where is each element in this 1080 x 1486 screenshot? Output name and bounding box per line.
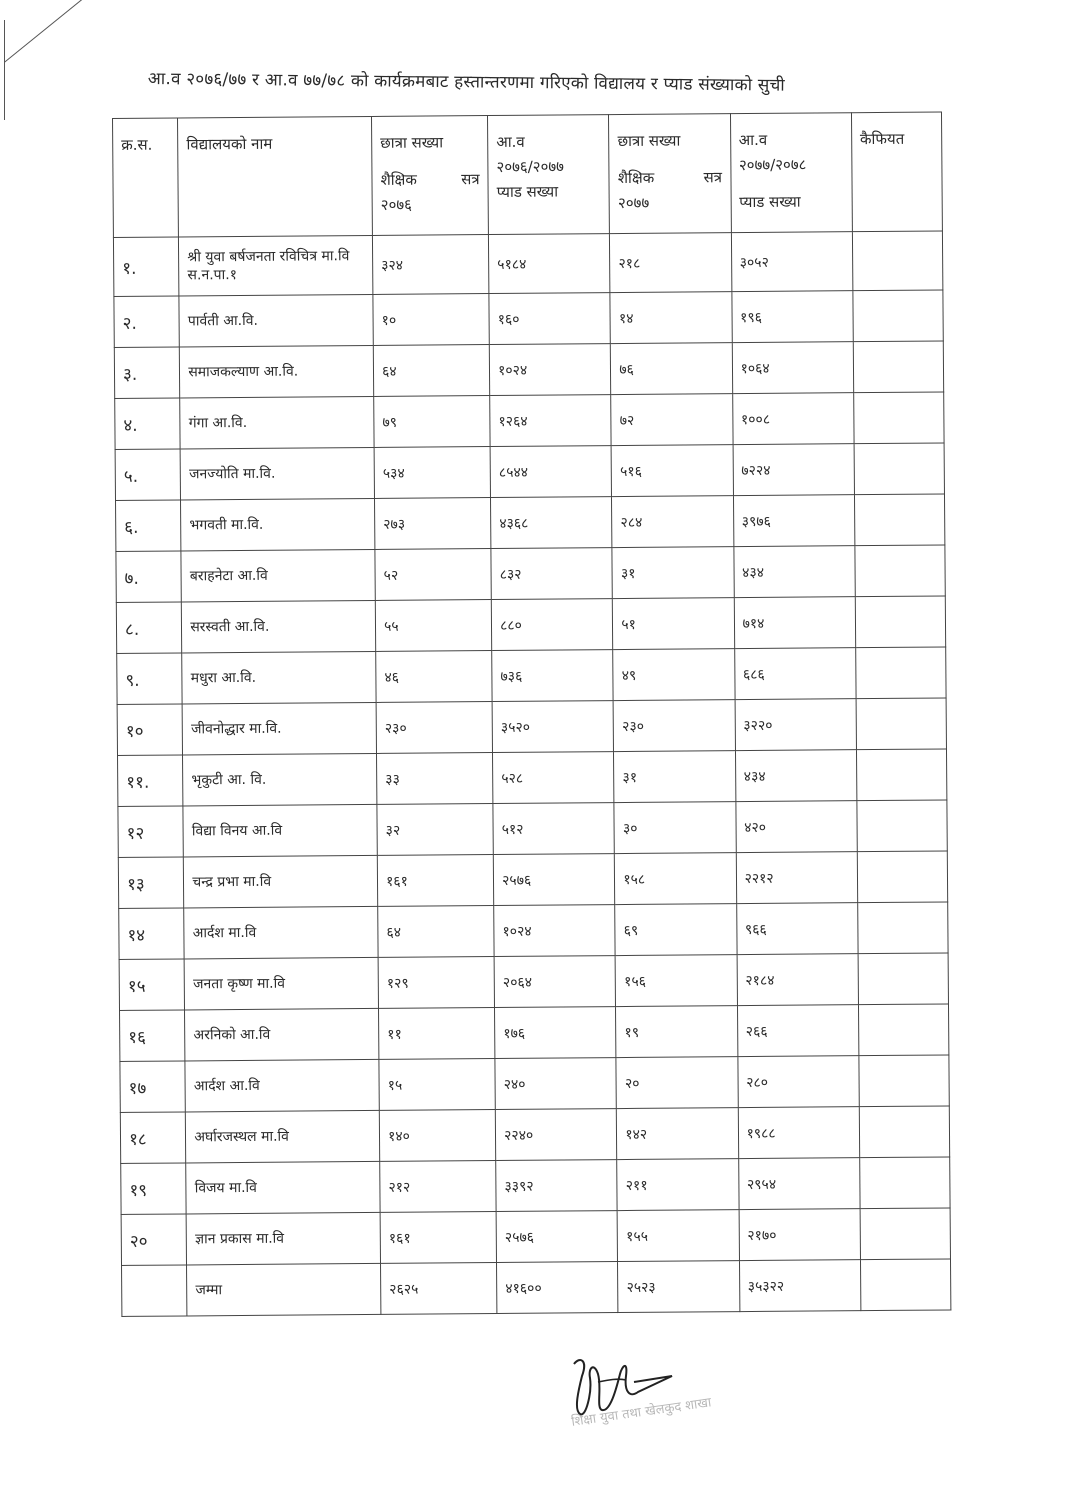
- remarks-cell: [858, 1004, 949, 1056]
- pads-7677-cell: ७३६: [492, 650, 614, 702]
- remarks-cell: [859, 1106, 950, 1158]
- school-name-cell: भृकुटी आ. वि.: [183, 753, 377, 806]
- table-row: [116, 494, 945, 552]
- students-2076-cell: २७३: [375, 498, 491, 550]
- pads-7677-cell: २०६४: [494, 956, 616, 1008]
- school-name-cell: सरस्वती आ.वि.: [182, 600, 376, 653]
- pads-7778-cell: १००८: [732, 393, 854, 445]
- students-2076-cell: ३३: [377, 753, 493, 805]
- pads-7677-cell: ३३९२: [496, 1160, 618, 1212]
- serial-no-cell: ३.: [114, 347, 180, 399]
- students-2077-cell: ४९: [613, 649, 735, 701]
- students-2076-cell: ५३४: [374, 447, 490, 499]
- remarks-cell: [855, 647, 946, 699]
- students-2077-cell: ३०: [614, 802, 736, 854]
- pads-7778-cell: ४३४: [733, 546, 855, 598]
- serial-no-cell: १७: [120, 1061, 186, 1113]
- table-row: [117, 647, 946, 705]
- table-row: [121, 1157, 950, 1215]
- serial-no-cell: १६: [120, 1010, 186, 1062]
- serial-no-cell: ९.: [117, 653, 183, 705]
- pads-7778-cell: २८०: [737, 1056, 859, 1108]
- students-2076-cell: ३२४: [372, 235, 489, 295]
- school-name-cell: जनता कृष्ण मा.वि: [184, 957, 378, 1010]
- pads-7778-cell: २६६: [737, 1005, 859, 1057]
- students-2077-cell: २११: [617, 1159, 739, 1211]
- table-row: [115, 392, 944, 450]
- pads-7677-cell: १०२४: [494, 905, 616, 957]
- table-row: [120, 1004, 949, 1062]
- table-row: [119, 953, 948, 1011]
- table-row: [118, 851, 947, 909]
- students-2076-cell: ६४: [373, 345, 489, 397]
- serial-no-cell: ४.: [115, 398, 181, 450]
- students-2077-cell: १५५: [617, 1210, 739, 1262]
- remarks-cell: [853, 290, 944, 342]
- school-name-cell: अरनिको आ.वि: [185, 1008, 379, 1061]
- total-students-2076: २६२५: [381, 1263, 497, 1315]
- students-2077-cell: १५८: [615, 853, 737, 905]
- header-pads-7778-line3: प्याड सख्या: [739, 192, 801, 212]
- table-body: [113, 231, 950, 1265]
- header-students-2077: [609, 114, 731, 234]
- table-row: [121, 1208, 950, 1266]
- remarks-cell: [855, 545, 946, 597]
- pads-7778-cell: २२१२: [736, 852, 858, 904]
- school-name-cell: मधुरा आ.वि.: [182, 651, 376, 704]
- table-row: [120, 1055, 949, 1113]
- remarks-cell: [853, 392, 944, 444]
- students-2076-cell: ७९: [374, 396, 490, 448]
- pads-7677-cell: ५१८४: [489, 234, 611, 294]
- pads-7778-cell: ३२२०: [735, 699, 857, 751]
- serial-no-cell: ७.: [116, 551, 182, 603]
- school-name-cell: गंगा आ.वि.: [180, 396, 374, 449]
- total-label: जम्मा: [187, 1263, 381, 1316]
- students-2077-cell: २३०: [613, 700, 735, 752]
- serial-no-cell: २.: [114, 296, 180, 348]
- school-pad-table: [112, 111, 951, 1316]
- students-2076-cell: १४०: [379, 1110, 495, 1162]
- total-pads-7778: ३५३२२: [739, 1260, 861, 1312]
- pads-7778-cell: २१७०: [739, 1209, 861, 1261]
- table-total-row: [122, 1259, 951, 1317]
- table-row: [118, 800, 947, 858]
- pads-7778-cell: ७२२४: [733, 444, 855, 496]
- serial-no-cell: १४: [119, 908, 185, 960]
- pads-7677-cell: २४०: [495, 1058, 617, 1110]
- header-school-name: विद्यालयको नाम: [178, 116, 373, 237]
- header-pads-7677-line1: आ.व: [496, 132, 525, 151]
- table-row: [120, 1106, 949, 1164]
- students-2076-cell: ५५: [375, 600, 491, 652]
- students-2076-cell: १६१: [377, 855, 493, 907]
- header-students-2077-line3: २०७७: [617, 193, 650, 213]
- students-2077-cell: २८४: [612, 496, 734, 548]
- header-pads-7677: [488, 115, 610, 235]
- students-2077-cell: १५६: [615, 955, 737, 1007]
- header-pads-7677-line2: २०७६/२०७७: [496, 157, 565, 176]
- table-row: [114, 290, 943, 348]
- school-name-cell: विद्या विनय आ.वि: [183, 804, 377, 857]
- header-students-2076-word2: सत्र: [461, 170, 480, 189]
- header-students-2076-line2: [380, 167, 479, 193]
- students-2077-cell: ३१: [614, 751, 736, 803]
- remarks-cell: [853, 341, 944, 393]
- students-2077-cell: ३१: [612, 547, 734, 599]
- students-2076-cell: ६४: [378, 906, 494, 958]
- remarks-cell: [859, 1157, 950, 1209]
- pads-7677-cell: २२४०: [495, 1109, 617, 1161]
- serial-no-cell: २०: [121, 1214, 187, 1266]
- header-students-2076-word1: शैक्षिक: [380, 170, 417, 189]
- school-name-cell: जीवनोद्धार मा.वि.: [182, 702, 376, 755]
- total-students-2077: २५२३: [618, 1261, 740, 1313]
- remarks-cell: [859, 1055, 950, 1107]
- table-row: [116, 596, 945, 654]
- header-pads-7778-line2: २०७७/२०७८: [738, 155, 807, 175]
- pads-7778-cell: ३९७६: [733, 495, 855, 547]
- pads-7677-cell: १०२४: [489, 344, 611, 396]
- students-2077-cell: ७६: [611, 343, 733, 395]
- pads-7677-cell: १७६: [495, 1007, 617, 1059]
- students-2076-cell: १५: [379, 1059, 495, 1111]
- header-pads-7778-line1: आ.व: [738, 130, 768, 150]
- serial-no-cell: १०: [117, 704, 183, 756]
- header-students-2077-line2: [618, 165, 722, 191]
- serial-no-cell: १३: [118, 857, 184, 909]
- header-students-2076-line3: २०७६: [380, 195, 413, 214]
- school-name-cell: ज्ञान प्रकास मा.वि: [186, 1212, 380, 1265]
- students-2076-cell: २१२: [380, 1161, 496, 1213]
- pads-7677-cell: ५१२: [493, 803, 615, 855]
- header-serial-no: क्र.स.: [113, 118, 179, 238]
- remarks-cell: [857, 902, 948, 954]
- serial-no-cell: ११.: [118, 755, 184, 807]
- pads-7778-cell: ७१४: [734, 597, 856, 649]
- school-name-cell: पार्वती आ.वि.: [179, 294, 373, 347]
- students-2077-cell: ५१६: [611, 445, 733, 497]
- remarks-cell: [856, 698, 947, 750]
- students-2076-cell: १०: [373, 294, 489, 346]
- serial-no-cell: ५.: [115, 449, 181, 501]
- header-remarks: कैफियत: [851, 112, 942, 232]
- table-row: [118, 749, 947, 807]
- school-name-cell: चन्द्र प्रभा मा.वि: [184, 855, 378, 908]
- pads-7778-cell: १०६४: [732, 342, 854, 394]
- pads-7778-cell: ६८६: [734, 648, 856, 700]
- school-name-cell: भगवती मा.वि.: [181, 498, 375, 551]
- header-students-2077-word1: शैक्षिक: [617, 168, 655, 188]
- pads-7677-cell: ८५४४: [490, 446, 612, 498]
- serial-no-cell: १५: [119, 959, 185, 1011]
- header-students-2077-line1: छात्रा सख्या: [617, 131, 681, 151]
- serial-no-cell: १.: [113, 237, 179, 297]
- students-2076-cell: ४६: [376, 651, 492, 703]
- serial-no-cell: १८: [120, 1112, 186, 1164]
- remarks-cell: [857, 851, 948, 903]
- school-name-cell: जनज्योति मा.वि.: [180, 447, 374, 500]
- students-2077-cell: १४: [610, 292, 732, 344]
- students-2077-cell: १९: [616, 1006, 738, 1058]
- table-row: [119, 902, 948, 960]
- pads-7778-cell: १९६: [731, 291, 853, 343]
- header-pads-7778: [730, 113, 852, 233]
- pads-7677-cell: २५७६: [493, 854, 615, 906]
- pads-7778-cell: १९८८: [738, 1107, 860, 1159]
- total-remarks: [860, 1259, 951, 1311]
- school-name-cell: विजय मा.वि: [186, 1161, 380, 1214]
- header-students-2076: [372, 116, 489, 236]
- pads-7778-cell: ९६६: [736, 903, 858, 955]
- table-row: [117, 698, 946, 756]
- students-2076-cell: १६१: [380, 1212, 496, 1264]
- students-2077-cell: ६९: [615, 904, 737, 956]
- pads-7677-cell: १२६४: [490, 395, 612, 447]
- students-2077-cell: ५१: [613, 598, 735, 650]
- remarks-cell: [854, 443, 945, 495]
- pads-7677-cell: ८८०: [491, 599, 613, 651]
- remarks-cell: [857, 800, 948, 852]
- pads-7778-cell: २९५४: [738, 1158, 860, 1210]
- pads-7677-cell: १६०: [489, 293, 611, 345]
- table-row: [116, 545, 945, 603]
- serial-no-cell: ६.: [116, 500, 182, 552]
- header-students-2076-line1: छात्रा सख्या: [380, 133, 444, 152]
- table-row: [114, 341, 943, 399]
- school-name-cell: समाजकल्याण आ.वि.: [180, 345, 374, 398]
- remarks-cell: [858, 953, 949, 1005]
- school-name-cell: श्री युवा बर्षजनता रविचित्र मा.वि स.न.पा.१: [179, 235, 373, 296]
- header-pads-7677-line3: प्याड सख्या: [496, 182, 559, 201]
- remarks-cell: [856, 749, 947, 801]
- students-2077-cell: २१८: [610, 233, 732, 293]
- students-2076-cell: ११: [379, 1008, 495, 1060]
- students-2077-cell: ७२: [611, 394, 733, 446]
- students-2076-cell: २३०: [376, 702, 492, 754]
- pads-7778-cell: ४३४: [735, 750, 857, 802]
- total-serial-cell: [122, 1265, 188, 1317]
- total-pads-7677: ४१६००: [497, 1262, 619, 1314]
- pads-7677-cell: २५७६: [496, 1211, 618, 1263]
- students-2076-cell: ५२: [375, 549, 491, 601]
- remarks-cell: [860, 1208, 951, 1260]
- pads-7677-cell: ४३६८: [491, 497, 613, 549]
- table-row: [115, 443, 944, 501]
- scan-artifact-edge: [4, 20, 5, 120]
- school-name-cell: अर्घारजस्थल मा.वि: [186, 1110, 380, 1163]
- table-row: [113, 231, 942, 297]
- serial-no-cell: ८.: [116, 602, 182, 654]
- students-2076-cell: ३२: [377, 804, 493, 856]
- pads-7778-cell: ४२०: [735, 801, 857, 853]
- document-title: आ.व २०७६/७७ र आ.व ७७/७८ को कार्यक्रमबाट हस्तान्तरणमा गरिएको विद्यालय र प्याड संख्याको सुची: [147, 68, 786, 96]
- signature-stamp-text: शिक्षा युवा तथा खेलकुद शाखा: [570, 1395, 713, 1430]
- students-2076-cell: १२९: [378, 957, 494, 1009]
- students-2077-cell: २०: [616, 1057, 738, 1109]
- serial-no-cell: १९: [121, 1163, 187, 1215]
- pads-7778-cell: ३०५२: [731, 232, 853, 292]
- pads-7677-cell: ५२८: [493, 752, 615, 804]
- students-2077-cell: १४२: [617, 1108, 739, 1160]
- table-header-row: [113, 112, 943, 238]
- header-students-2077-word2: सत्र: [703, 168, 723, 187]
- school-name-cell: आर्दश मा.वि: [184, 906, 378, 959]
- remarks-cell: [855, 596, 946, 648]
- pads-7677-cell: ३५२०: [492, 701, 614, 753]
- scan-artifact-line: [4, 0, 121, 63]
- serial-no-cell: १२: [118, 806, 184, 858]
- pads-7677-cell: ८३२: [491, 548, 613, 600]
- pads-7778-cell: २१८४: [737, 954, 859, 1006]
- remarks-cell: [854, 494, 945, 546]
- school-name-cell: आर्दश आ.वि: [185, 1059, 379, 1112]
- school-name-cell: बराहनेटा आ.वि: [181, 549, 375, 602]
- remarks-cell: [852, 231, 943, 291]
